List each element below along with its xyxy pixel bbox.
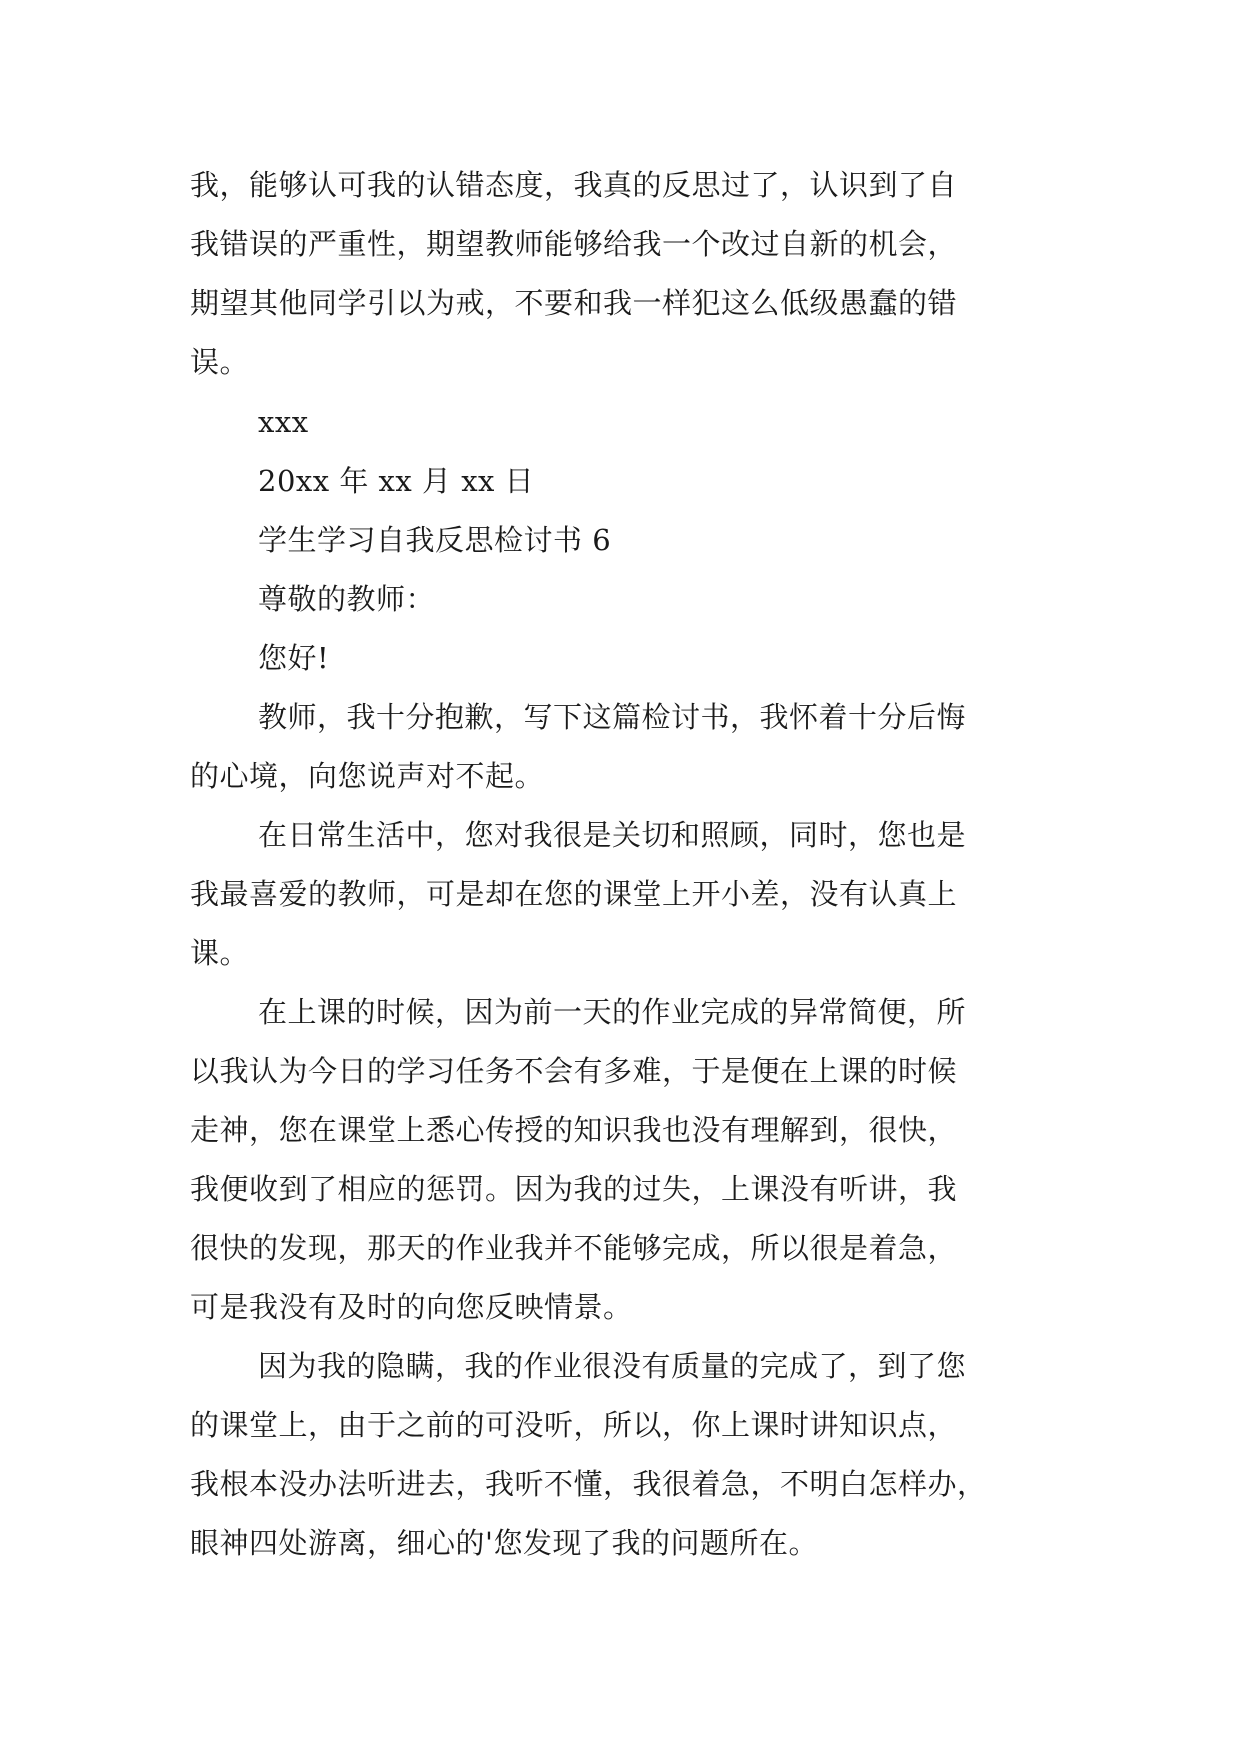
text-line: 我，能够认可我的认错态度，我真的反思过了，认识到了自 bbox=[190, 168, 958, 202]
text-line: 我错误的严重性，期望教师能够给我一个改过自新的机会， bbox=[190, 227, 958, 261]
paragraph-line: 眼神四处游离，细心的'您发现了我的问题所在。 bbox=[190, 1526, 818, 1560]
paragraph-line: 教师，我十分抱歉，写下这篇检讨书，我怀着十分后悔 bbox=[258, 700, 967, 734]
paragraph-line: 在日常生活中，您对我很是关切和照顾，同时，您也是 bbox=[258, 818, 967, 852]
signature-name: xxx bbox=[258, 405, 309, 439]
paragraph-line: 的心境，向您说声对不起。 bbox=[190, 759, 545, 793]
signature-date: 20xx 年 xx 月 xx 日 bbox=[258, 464, 535, 498]
text-line: 误。 bbox=[190, 345, 250, 379]
paragraph-line: 很快的发现，那天的作业我并不能够完成，所以很是着急， bbox=[190, 1231, 958, 1265]
paragraph-line: 我根本没办法听进去，我听不懂，我很着急，不明白怎样办， bbox=[190, 1467, 987, 1501]
paragraph-line: 在上课的时候，因为前一天的作业完成的异常简便，所 bbox=[258, 995, 967, 1029]
text-line: 期望其他同学引以为戒，不要和我一样犯这么低级愚蠢的错 bbox=[190, 286, 958, 320]
paragraph-line: 走神，您在课堂上悉心传授的知识我也没有理解到，很快， bbox=[190, 1113, 958, 1147]
paragraph-line: 的课堂上，由于之前的可没听，所以，你上课时讲知识点， bbox=[190, 1408, 958, 1442]
paragraph-line: 我最喜爱的教师，可是却在您的课堂上开小差，没有认真上 bbox=[190, 877, 958, 911]
salutation: 尊敬的教师： bbox=[258, 582, 436, 616]
section-title: 学生学习自我反思检讨书 6 bbox=[258, 523, 612, 557]
paragraph-line: 可是我没有及时的向您反映情景。 bbox=[190, 1290, 633, 1324]
greeting: 您好! bbox=[258, 641, 330, 675]
paragraph-line: 课。 bbox=[190, 936, 250, 970]
paragraph-line: 我便收到了相应的惩罚。因为我的过失，上课没有听讲，我 bbox=[190, 1172, 958, 1206]
paragraph-line: 因为我的隐瞒，我的作业很没有质量的完成了，到了您 bbox=[258, 1349, 967, 1383]
paragraph-line: 以我认为今日的学习任务不会有多难，于是便在上课的时候 bbox=[190, 1054, 958, 1088]
